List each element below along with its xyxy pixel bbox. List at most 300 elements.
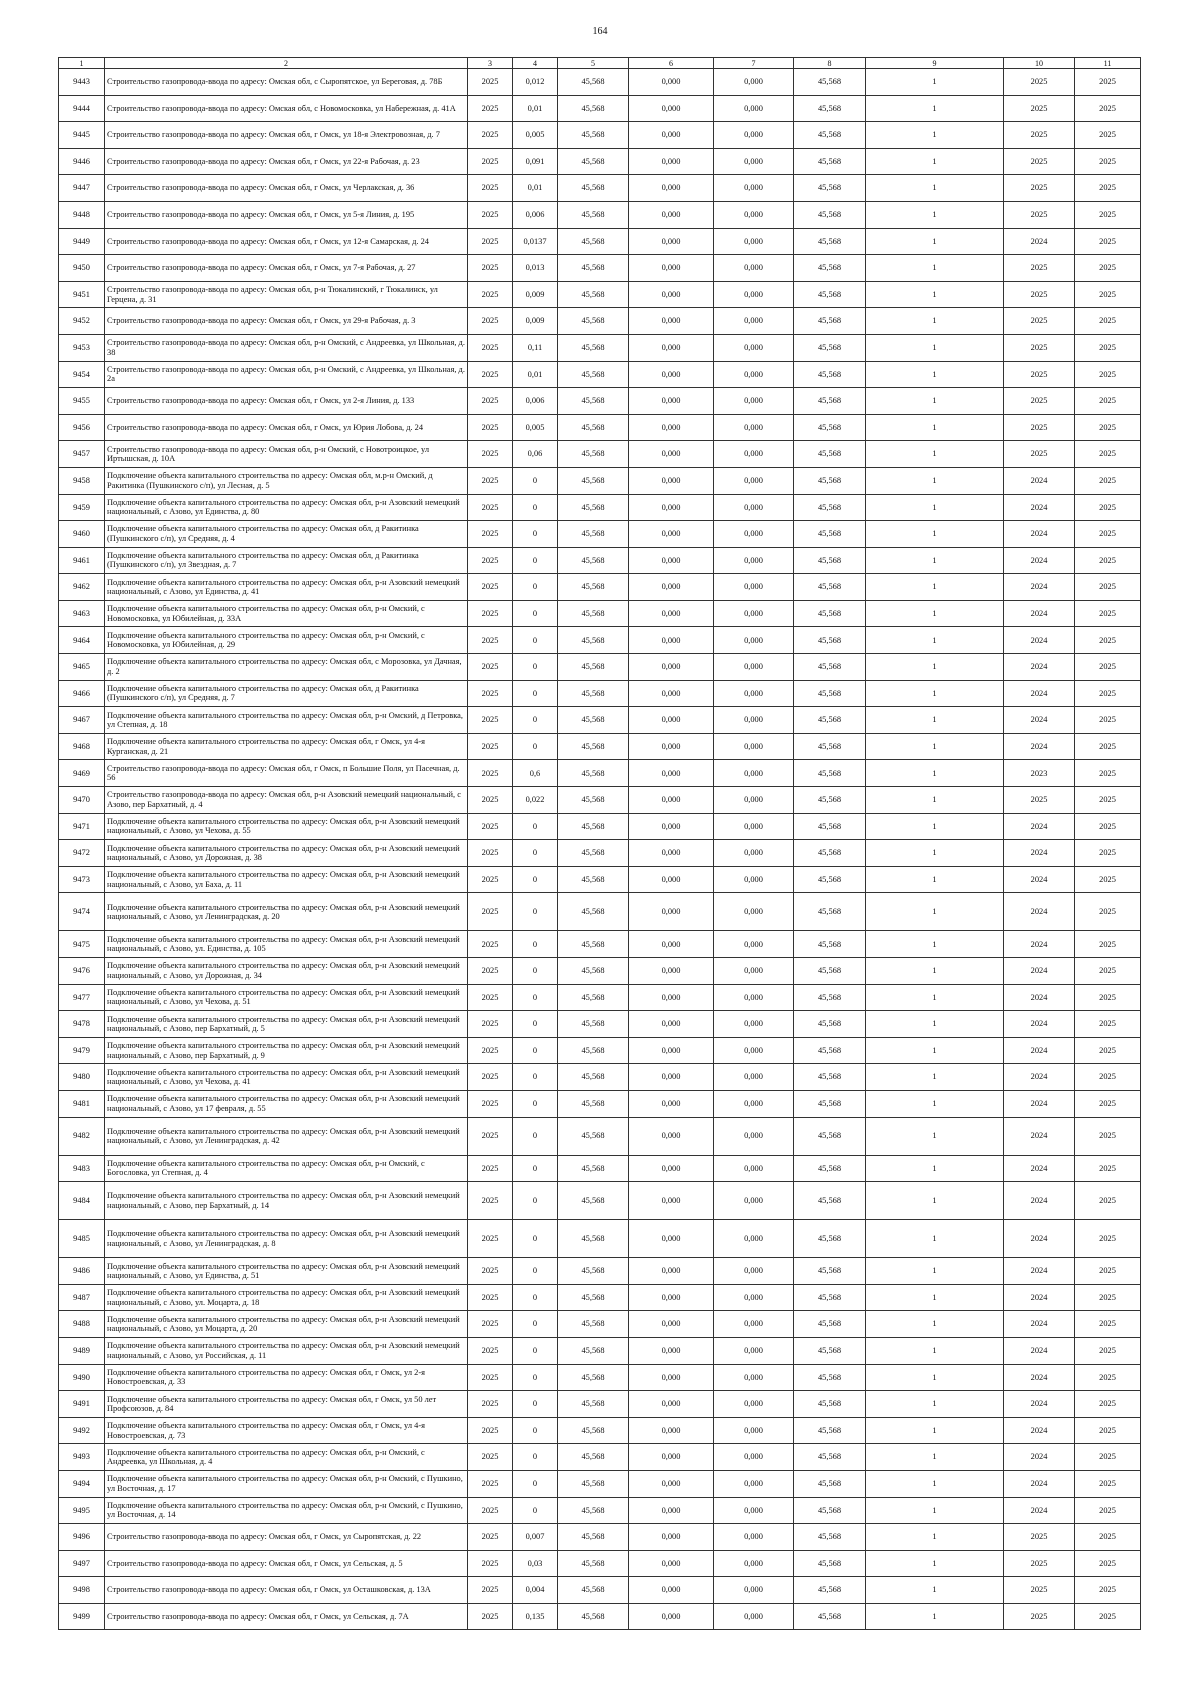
cost-col-7: 0,000 <box>714 1417 794 1444</box>
cost-col-6: 0,000 <box>629 95 714 122</box>
cost-col-8: 45,568 <box>794 1064 866 1091</box>
cost-total: 45,568 <box>558 1391 629 1418</box>
cost-col-8: 45,568 <box>794 1311 866 1338</box>
table-row <box>59 334 1141 361</box>
year: 2025 <box>468 893 513 931</box>
start-year: 2025 <box>1004 1603 1075 1630</box>
length-value: 0,004 <box>513 1577 558 1604</box>
cost-col-8: 45,568 <box>794 414 866 441</box>
end-year: 2025 <box>1075 1117 1141 1155</box>
table-row <box>59 707 1141 734</box>
length-value: 0,135 <box>513 1603 558 1630</box>
start-year: 2024 <box>1004 1417 1075 1444</box>
cost-col-8: 45,568 <box>794 441 866 468</box>
row-number: 9460 <box>59 521 105 548</box>
quantity: 1 <box>866 1550 1004 1577</box>
quantity: 1 <box>866 600 1004 627</box>
cost-col-7: 0,000 <box>714 680 794 707</box>
table-row <box>59 1603 1141 1630</box>
cost-col-7: 0,000 <box>714 122 794 149</box>
row-number: 9470 <box>59 787 105 814</box>
end-year: 2025 <box>1075 1337 1141 1364</box>
cost-col-7: 0,000 <box>714 1258 794 1285</box>
end-year: 2025 <box>1075 787 1141 814</box>
cost-col-6: 0,000 <box>629 866 714 893</box>
cost-col-8: 45,568 <box>794 1220 866 1258</box>
cost-col-6: 0,000 <box>629 281 714 308</box>
object-description: Подключение объекта капитального строительства по адресу: Омская обл, р-н Азовский немецкий национальный, с Азово, ул Ленинградская, д. 8 <box>105 1220 468 1258</box>
object-description: Подключение объекта капитального строительства по адресу: Омская обл, д Ракитинка (Пушкинского с/п), ул Средняя, д. 4 <box>105 521 468 548</box>
cost-col-6: 0,000 <box>629 1337 714 1364</box>
cost-col-6: 0,000 <box>629 255 714 282</box>
object-description: Подключение объекта капитального строительства по адресу: Омская обл, р-н Азовский немецкий национальный, с Азово, ул Единства, д. 51 <box>105 1258 468 1285</box>
row-number: 9477 <box>59 984 105 1011</box>
table-row <box>59 866 1141 893</box>
start-year: 2024 <box>1004 680 1075 707</box>
object-description: Подключение объекта капитального строительства по адресу: Омская обл, р-н Азовский немецкий национальный, с Азово, ул Чехова, д. 41 <box>105 1064 468 1091</box>
cost-col-6: 0,000 <box>629 122 714 149</box>
length-value: 0 <box>513 574 558 601</box>
quantity: 1 <box>866 1064 1004 1091</box>
length-value: 0,009 <box>513 308 558 335</box>
cost-col-7: 0,000 <box>714 1182 794 1220</box>
table-row <box>59 521 1141 548</box>
cost-col-8: 45,568 <box>794 1011 866 1038</box>
row-number: 9488 <box>59 1311 105 1338</box>
object-description: Строительство газопровода-ввода по адресу: Омская обл, г Омск, ул 7-я Рабочая, д. 27 <box>105 255 468 282</box>
end-year: 2025 <box>1075 1524 1141 1551</box>
cost-col-7: 0,000 <box>714 201 794 228</box>
table-row <box>59 414 1141 441</box>
start-year: 2024 <box>1004 1497 1075 1524</box>
object-description: Подключение объекта капитального строительства по адресу: Омская обл, р-н Омский, с Андреевка, ул Школьная, д. 4 <box>105 1444 468 1471</box>
object-description: Строительство газопровода-ввода по адресу: Омская обл, г Омск, ул Юрия Лобова, д. 24 <box>105 414 468 441</box>
year: 2025 <box>468 1011 513 1038</box>
cost-total: 45,568 <box>558 1182 629 1220</box>
year: 2025 <box>468 733 513 760</box>
cost-col-8: 45,568 <box>794 733 866 760</box>
end-year: 2025 <box>1075 414 1141 441</box>
length-value: 0,005 <box>513 122 558 149</box>
table-body <box>59 58 1141 1630</box>
cost-col-6: 0,000 <box>629 467 714 494</box>
table-row <box>59 958 1141 985</box>
cost-col-8: 45,568 <box>794 1524 866 1551</box>
cost-col-7: 0,000 <box>714 175 794 202</box>
table-row <box>59 281 1141 308</box>
cost-col-7: 0,000 <box>714 414 794 441</box>
row-number: 9490 <box>59 1364 105 1391</box>
cost-col-8: 45,568 <box>794 494 866 521</box>
object-description: Подключение объекта капитального строительства по адресу: Омская обл, р-н Азовский немецкий национальный, с Азово, ул 17 февраля, д. 55 <box>105 1090 468 1117</box>
object-description: Подключение объекта капитального строительства по адресу: Омская обл, р-н Азовский немецкий национальный, с Азово, ул Российская, д. 11 <box>105 1337 468 1364</box>
year: 2025 <box>468 255 513 282</box>
start-year: 2025 <box>1004 334 1075 361</box>
cost-col-7: 0,000 <box>714 148 794 175</box>
quantity: 1 <box>866 1524 1004 1551</box>
object-description: Подключение объекта капитального строительства по адресу: Омская обл, р-н Азовский немецкий национальный, с Азово, ул Ленинградская, д. 20 <box>105 893 468 931</box>
year: 2025 <box>468 840 513 867</box>
cost-col-6: 0,000 <box>629 1524 714 1551</box>
length-value: 0,0137 <box>513 228 558 255</box>
end-year: 2025 <box>1075 1090 1141 1117</box>
object-description: Подключение объекта капитального строительства по адресу: Омская обл, с Морозовка, ул Дачная, д. 2 <box>105 654 468 681</box>
row-number: 9474 <box>59 893 105 931</box>
row-number: 9457 <box>59 441 105 468</box>
length-value: 0,01 <box>513 95 558 122</box>
quantity: 1 <box>866 1155 1004 1182</box>
row-number: 9454 <box>59 361 105 388</box>
year: 2025 <box>468 122 513 149</box>
length-value: 0 <box>513 893 558 931</box>
cost-total: 45,568 <box>558 760 629 787</box>
cost-total: 45,568 <box>558 1444 629 1471</box>
length-value: 0 <box>513 1444 558 1471</box>
end-year: 2025 <box>1075 1391 1141 1418</box>
year: 2025 <box>468 361 513 388</box>
start-year: 2025 <box>1004 148 1075 175</box>
quantity: 1 <box>866 201 1004 228</box>
row-number: 9455 <box>59 388 105 415</box>
length-value: 0 <box>513 931 558 958</box>
object-description: Подключение объекта капитального строительства по адресу: Омская обл, р-н Азовский немецкий национальный, с Азово, ул Чехова, д. 51 <box>105 984 468 1011</box>
cost-col-6: 0,000 <box>629 1155 714 1182</box>
cost-col-7: 0,000 <box>714 787 794 814</box>
year: 2025 <box>468 1497 513 1524</box>
cost-col-8: 45,568 <box>794 467 866 494</box>
quantity: 1 <box>866 281 1004 308</box>
cost-col-6: 0,000 <box>629 334 714 361</box>
cost-col-7: 0,000 <box>714 733 794 760</box>
end-year: 2025 <box>1075 95 1141 122</box>
column-number-row <box>59 58 1141 69</box>
quantity: 1 <box>866 1444 1004 1471</box>
end-year: 2025 <box>1075 1470 1141 1497</box>
length-value: 0,007 <box>513 1524 558 1551</box>
cost-total: 45,568 <box>558 627 629 654</box>
cost-total: 45,568 <box>558 122 629 149</box>
table-row <box>59 1220 1141 1258</box>
row-number: 9453 <box>59 334 105 361</box>
end-year: 2025 <box>1075 122 1141 149</box>
row-number: 9452 <box>59 308 105 335</box>
table-row <box>59 680 1141 707</box>
end-year: 2025 <box>1075 866 1141 893</box>
year: 2025 <box>468 414 513 441</box>
table-row <box>59 1550 1141 1577</box>
year: 2025 <box>468 600 513 627</box>
cost-total: 45,568 <box>558 69 629 96</box>
row-number: 9499 <box>59 1603 105 1630</box>
cost-col-6: 0,000 <box>629 1497 714 1524</box>
start-year: 2024 <box>1004 840 1075 867</box>
start-year: 2024 <box>1004 1258 1075 1285</box>
cost-col-8: 45,568 <box>794 600 866 627</box>
length-value: 0 <box>513 958 558 985</box>
start-year: 2025 <box>1004 122 1075 149</box>
end-year: 2025 <box>1075 680 1141 707</box>
row-number: 9450 <box>59 255 105 282</box>
row-number: 9469 <box>59 760 105 787</box>
cost-col-7: 0,000 <box>714 308 794 335</box>
row-number: 9461 <box>59 547 105 574</box>
start-year: 2024 <box>1004 1064 1075 1091</box>
table-row <box>59 1577 1141 1604</box>
cost-total: 45,568 <box>558 1220 629 1258</box>
year: 2025 <box>468 521 513 548</box>
length-value: 0 <box>513 600 558 627</box>
table-row <box>59 1284 1141 1311</box>
object-description: Подключение объекта капитального строительства по адресу: Омская обл, р-н Азовский немецкий национальный, с Азово, пер Бархатный, д. 9 <box>105 1037 468 1064</box>
object-description: Подключение объекта капитального строительства по адресу: Омская обл, р-н Омский, с Богословка, ул Степная, д. 4 <box>105 1155 468 1182</box>
year: 2025 <box>468 1220 513 1258</box>
cost-col-7: 0,000 <box>714 1577 794 1604</box>
start-year: 2024 <box>1004 1011 1075 1038</box>
cost-total: 45,568 <box>558 148 629 175</box>
cost-total: 45,568 <box>558 654 629 681</box>
row-number: 9456 <box>59 414 105 441</box>
start-year: 2025 <box>1004 1524 1075 1551</box>
table-row <box>59 308 1141 335</box>
quantity: 1 <box>866 893 1004 931</box>
object-description: Строительство газопровода-ввода по адресу: Омская обл, г Омск, ул Сельская, д. 5 <box>105 1550 468 1577</box>
quantity: 1 <box>866 414 1004 441</box>
year: 2025 <box>468 958 513 985</box>
table-row <box>59 1497 1141 1524</box>
length-value: 0 <box>513 707 558 734</box>
quantity: 1 <box>866 1258 1004 1285</box>
column-number: 7 <box>714 58 794 69</box>
length-value: 0,091 <box>513 148 558 175</box>
cost-total: 45,568 <box>558 308 629 335</box>
cost-col-7: 0,000 <box>714 1391 794 1418</box>
year: 2025 <box>468 680 513 707</box>
year: 2025 <box>468 201 513 228</box>
quantity: 1 <box>866 840 1004 867</box>
object-description: Строительство газопровода-ввода по адресу: Омская обл, г Омск, ул Черлакская, д. 36 <box>105 175 468 202</box>
cost-col-6: 0,000 <box>629 760 714 787</box>
start-year: 2025 <box>1004 308 1075 335</box>
row-number: 9495 <box>59 1497 105 1524</box>
quantity: 1 <box>866 733 1004 760</box>
length-value: 0 <box>513 1311 558 1338</box>
cost-col-7: 0,000 <box>714 1220 794 1258</box>
length-value: 0 <box>513 1391 558 1418</box>
object-description: Строительство газопровода-ввода по адресу: Омская обл, г Омск, ул 29-я Рабочая, д. 3 <box>105 308 468 335</box>
cost-col-8: 45,568 <box>794 95 866 122</box>
start-year: 2024 <box>1004 984 1075 1011</box>
cost-col-6: 0,000 <box>629 308 714 335</box>
start-year: 2024 <box>1004 228 1075 255</box>
column-number: 5 <box>558 58 629 69</box>
cost-col-7: 0,000 <box>714 1444 794 1471</box>
cost-total: 45,568 <box>558 95 629 122</box>
end-year: 2025 <box>1075 1258 1141 1285</box>
length-value: 0 <box>513 1364 558 1391</box>
end-year: 2025 <box>1075 574 1141 601</box>
cost-col-6: 0,000 <box>629 1417 714 1444</box>
object-description: Подключение объекта капитального строительства по адресу: Омская обл, р-н Азовский немецкий национальный, с Азово, пер Бархатный, д. 5 <box>105 1011 468 1038</box>
column-number: 3 <box>468 58 513 69</box>
cost-col-7: 0,000 <box>714 1311 794 1338</box>
row-number: 9468 <box>59 733 105 760</box>
cost-col-6: 0,000 <box>629 175 714 202</box>
table-row <box>59 1117 1141 1155</box>
table-row <box>59 228 1141 255</box>
row-number: 9471 <box>59 813 105 840</box>
object-description: Строительство газопровода-ввода по адресу: Омская обл, р-н Омский, с Новотроицкое, ул Иртышская, д. 10А <box>105 441 468 468</box>
object-description: Подключение объекта капитального строительства по адресу: Омская обл, г Омск, ул 4-я Новостроевская, д. 73 <box>105 1417 468 1444</box>
table-row <box>59 787 1141 814</box>
end-year: 2025 <box>1075 1064 1141 1091</box>
end-year: 2025 <box>1075 627 1141 654</box>
length-value: 0 <box>513 654 558 681</box>
start-year: 2025 <box>1004 69 1075 96</box>
length-value: 0 <box>513 813 558 840</box>
cost-col-6: 0,000 <box>629 201 714 228</box>
table-row <box>59 1364 1141 1391</box>
cost-col-7: 0,000 <box>714 984 794 1011</box>
end-year: 2025 <box>1075 813 1141 840</box>
end-year: 2025 <box>1075 1284 1141 1311</box>
row-number: 9482 <box>59 1117 105 1155</box>
cost-col-7: 0,000 <box>714 441 794 468</box>
cost-col-7: 0,000 <box>714 281 794 308</box>
end-year: 2025 <box>1075 1155 1141 1182</box>
cost-total: 45,568 <box>558 201 629 228</box>
table-row <box>59 1391 1141 1418</box>
cost-total: 45,568 <box>558 1550 629 1577</box>
cost-col-7: 0,000 <box>714 1497 794 1524</box>
table-row <box>59 1064 1141 1091</box>
cost-col-7: 0,000 <box>714 958 794 985</box>
start-year: 2024 <box>1004 1284 1075 1311</box>
year: 2025 <box>468 1577 513 1604</box>
cost-col-8: 45,568 <box>794 866 866 893</box>
length-value: 0 <box>513 733 558 760</box>
table-row <box>59 1444 1141 1471</box>
object-description: Подключение объекта капитального строительства по адресу: Омская обл, р-н Омский, с Пушкино, ул Восточная, д. 14 <box>105 1497 468 1524</box>
quantity: 1 <box>866 1391 1004 1418</box>
object-description: Строительство газопровода-ввода по адресу: Омская обл, г Омск, ул 5-я Линия, д. 195 <box>105 201 468 228</box>
cost-col-7: 0,000 <box>714 893 794 931</box>
length-value: 0,6 <box>513 760 558 787</box>
quantity: 1 <box>866 148 1004 175</box>
quantity: 1 <box>866 1090 1004 1117</box>
year: 2025 <box>468 1037 513 1064</box>
start-year: 2024 <box>1004 866 1075 893</box>
quantity: 1 <box>866 760 1004 787</box>
row-number: 9479 <box>59 1037 105 1064</box>
start-year: 2024 <box>1004 1470 1075 1497</box>
object-description: Строительство газопровода-ввода по адресу: Омская обл, г Омск, ул 2-я Линия, д. 133 <box>105 388 468 415</box>
length-value: 0,01 <box>513 175 558 202</box>
start-year: 2025 <box>1004 255 1075 282</box>
length-value: 0 <box>513 627 558 654</box>
row-number: 9459 <box>59 494 105 521</box>
column-number: 9 <box>866 58 1004 69</box>
capex-table <box>58 57 1141 1630</box>
cost-total: 45,568 <box>558 1090 629 1117</box>
column-number: 2 <box>105 58 468 69</box>
end-year: 2025 <box>1075 361 1141 388</box>
quantity: 1 <box>866 787 1004 814</box>
cost-col-7: 0,000 <box>714 1524 794 1551</box>
quantity: 1 <box>866 1603 1004 1630</box>
object-description: Подключение объекта капитального строительства по адресу: Омская обл, д Ракитинка (Пушкинского с/п), ул Звездная, д. 7 <box>105 547 468 574</box>
end-year: 2025 <box>1075 255 1141 282</box>
length-value: 0 <box>513 494 558 521</box>
start-year: 2024 <box>1004 654 1075 681</box>
year: 2025 <box>468 441 513 468</box>
end-year: 2025 <box>1075 1220 1141 1258</box>
cost-total: 45,568 <box>558 787 629 814</box>
cost-col-8: 45,568 <box>794 627 866 654</box>
object-description: Строительство газопровода-ввода по адресу: Омская обл, р-н Омский, с Андреевка, ул Школьная, д. 2а <box>105 361 468 388</box>
year: 2025 <box>468 494 513 521</box>
row-number: 9458 <box>59 467 105 494</box>
cost-col-7: 0,000 <box>714 1064 794 1091</box>
cost-col-6: 0,000 <box>629 1444 714 1471</box>
year: 2025 <box>468 1444 513 1471</box>
quantity: 1 <box>866 95 1004 122</box>
row-number: 9444 <box>59 95 105 122</box>
quantity: 1 <box>866 228 1004 255</box>
length-value: 0 <box>513 521 558 548</box>
quantity: 1 <box>866 958 1004 985</box>
cost-col-7: 0,000 <box>714 69 794 96</box>
year: 2025 <box>468 787 513 814</box>
cost-col-7: 0,000 <box>714 521 794 548</box>
start-year: 2025 <box>1004 1577 1075 1604</box>
year: 2025 <box>468 1550 513 1577</box>
cost-col-8: 45,568 <box>794 1550 866 1577</box>
cost-col-7: 0,000 <box>714 654 794 681</box>
end-year: 2025 <box>1075 1577 1141 1604</box>
cost-total: 45,568 <box>558 1117 629 1155</box>
length-value: 0 <box>513 1155 558 1182</box>
quantity: 1 <box>866 494 1004 521</box>
quantity: 1 <box>866 1577 1004 1604</box>
quantity: 1 <box>866 984 1004 1011</box>
quantity: 1 <box>866 69 1004 96</box>
object-description: Строительство газопровода-ввода по адресу: Омская обл, г Омск, ул Сельская, д. 7А <box>105 1603 468 1630</box>
table-row <box>59 840 1141 867</box>
cost-total: 45,568 <box>558 574 629 601</box>
cost-total: 45,568 <box>558 467 629 494</box>
cost-col-7: 0,000 <box>714 1155 794 1182</box>
end-year: 2025 <box>1075 175 1141 202</box>
cost-col-6: 0,000 <box>629 228 714 255</box>
object-description: Подключение объекта капитального строительства по адресу: Омская обл, р-н Азовский немецкий национальный, с Азово, ул. Единства, д. 105 <box>105 931 468 958</box>
length-value: 0,006 <box>513 388 558 415</box>
cost-total: 45,568 <box>558 228 629 255</box>
year: 2025 <box>468 281 513 308</box>
cost-total: 45,568 <box>558 1364 629 1391</box>
cost-col-7: 0,000 <box>714 334 794 361</box>
end-year: 2025 <box>1075 958 1141 985</box>
cost-col-8: 45,568 <box>794 1258 866 1285</box>
cost-col-7: 0,000 <box>714 760 794 787</box>
year: 2025 <box>468 1064 513 1091</box>
quantity: 1 <box>866 308 1004 335</box>
cost-col-7: 0,000 <box>714 813 794 840</box>
cost-col-6: 0,000 <box>629 1470 714 1497</box>
start-year: 2025 <box>1004 281 1075 308</box>
cost-col-6: 0,000 <box>629 627 714 654</box>
row-number: 9497 <box>59 1550 105 1577</box>
start-year: 2024 <box>1004 931 1075 958</box>
